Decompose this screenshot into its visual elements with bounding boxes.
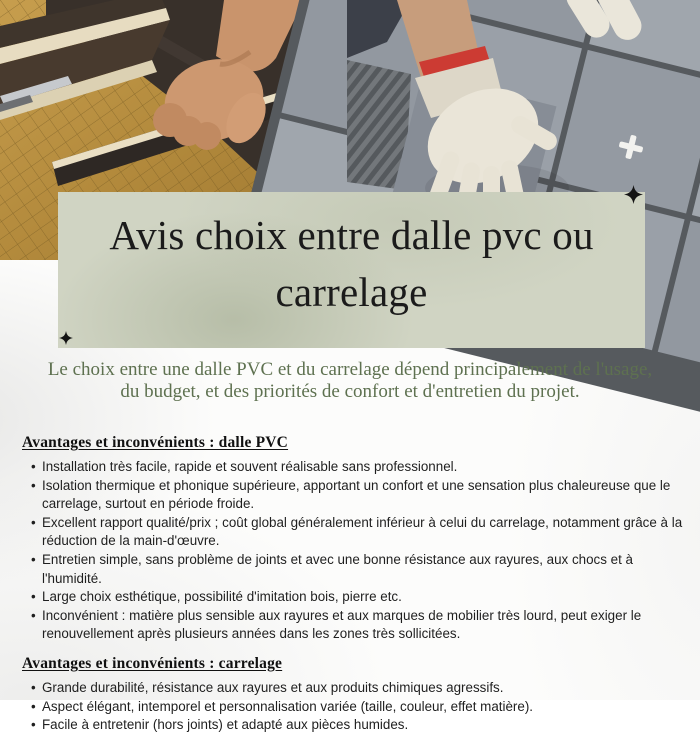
bullet-item: • Installation très facile, rapide et souvent réalisable sans professionnel. bbox=[31, 458, 686, 477]
bullet-item: • Large choix esthétique, possibilité d'imitation bois, pierre etc. bbox=[31, 588, 686, 607]
bullet-item: • Grande durabilité, résistance aux rayures et aux produits chimiques agressifs. bbox=[31, 679, 686, 698]
bullet-item: • Inconvénient : matière plus sensible aux rayures et aux marques de mobilier très lourd, peut exiger le renouvellement après plusieurs années dans les zones très sollicitées. bbox=[31, 607, 686, 644]
bullet-item: • Entretien simple, sans problème de joints et avec une bonne résistance aux rayures, aux chocs et à l'humidité. bbox=[31, 551, 686, 588]
page-title: Avis choix entre dalle pvc ou carrelage bbox=[109, 212, 594, 315]
section-carrelage bbox=[22, 655, 686, 735]
section-heading-carrelage: Avantages et inconvénients : carrelage bbox=[22, 654, 283, 672]
sparkle-icon bbox=[624, 185, 643, 204]
bullet-item: • Isolation thermique et phonique supérieure, apportant un confort et une sensation plus chaleureuse que le carrelage, surtout en période froide. bbox=[31, 477, 686, 514]
section-heading-dalle-pvc: Avantages et inconvénients : dalle PVC bbox=[22, 434, 289, 451]
intro-text: Le choix entre une dalle PVC et du carrelage dépend principalement de l'usage, du budget, et des priorités de confort et d'entretien du projet. bbox=[47, 359, 653, 402]
bullet-list-dalle-pvc bbox=[22, 458, 686, 644]
article-body bbox=[22, 434, 686, 735]
bullet-item: • Excellent rapport qualité/prix ; coût global généralement inférieur à celui du carrelage, notamment grâce à la réduction de la main-d'œuvre. bbox=[31, 514, 686, 551]
section-dalle-pvc bbox=[22, 434, 686, 644]
title-banner bbox=[58, 192, 645, 348]
bullet-list-carrelage bbox=[22, 679, 686, 735]
bullet-item: • Facile à entretenir (hors joints) et adapté aux pièces humides. bbox=[31, 716, 686, 735]
bullet-item: • Aspect élégant, intemporel et personnalisation variée (taille, couleur, effet matière). bbox=[31, 698, 686, 717]
sparkle-icon bbox=[59, 331, 73, 345]
